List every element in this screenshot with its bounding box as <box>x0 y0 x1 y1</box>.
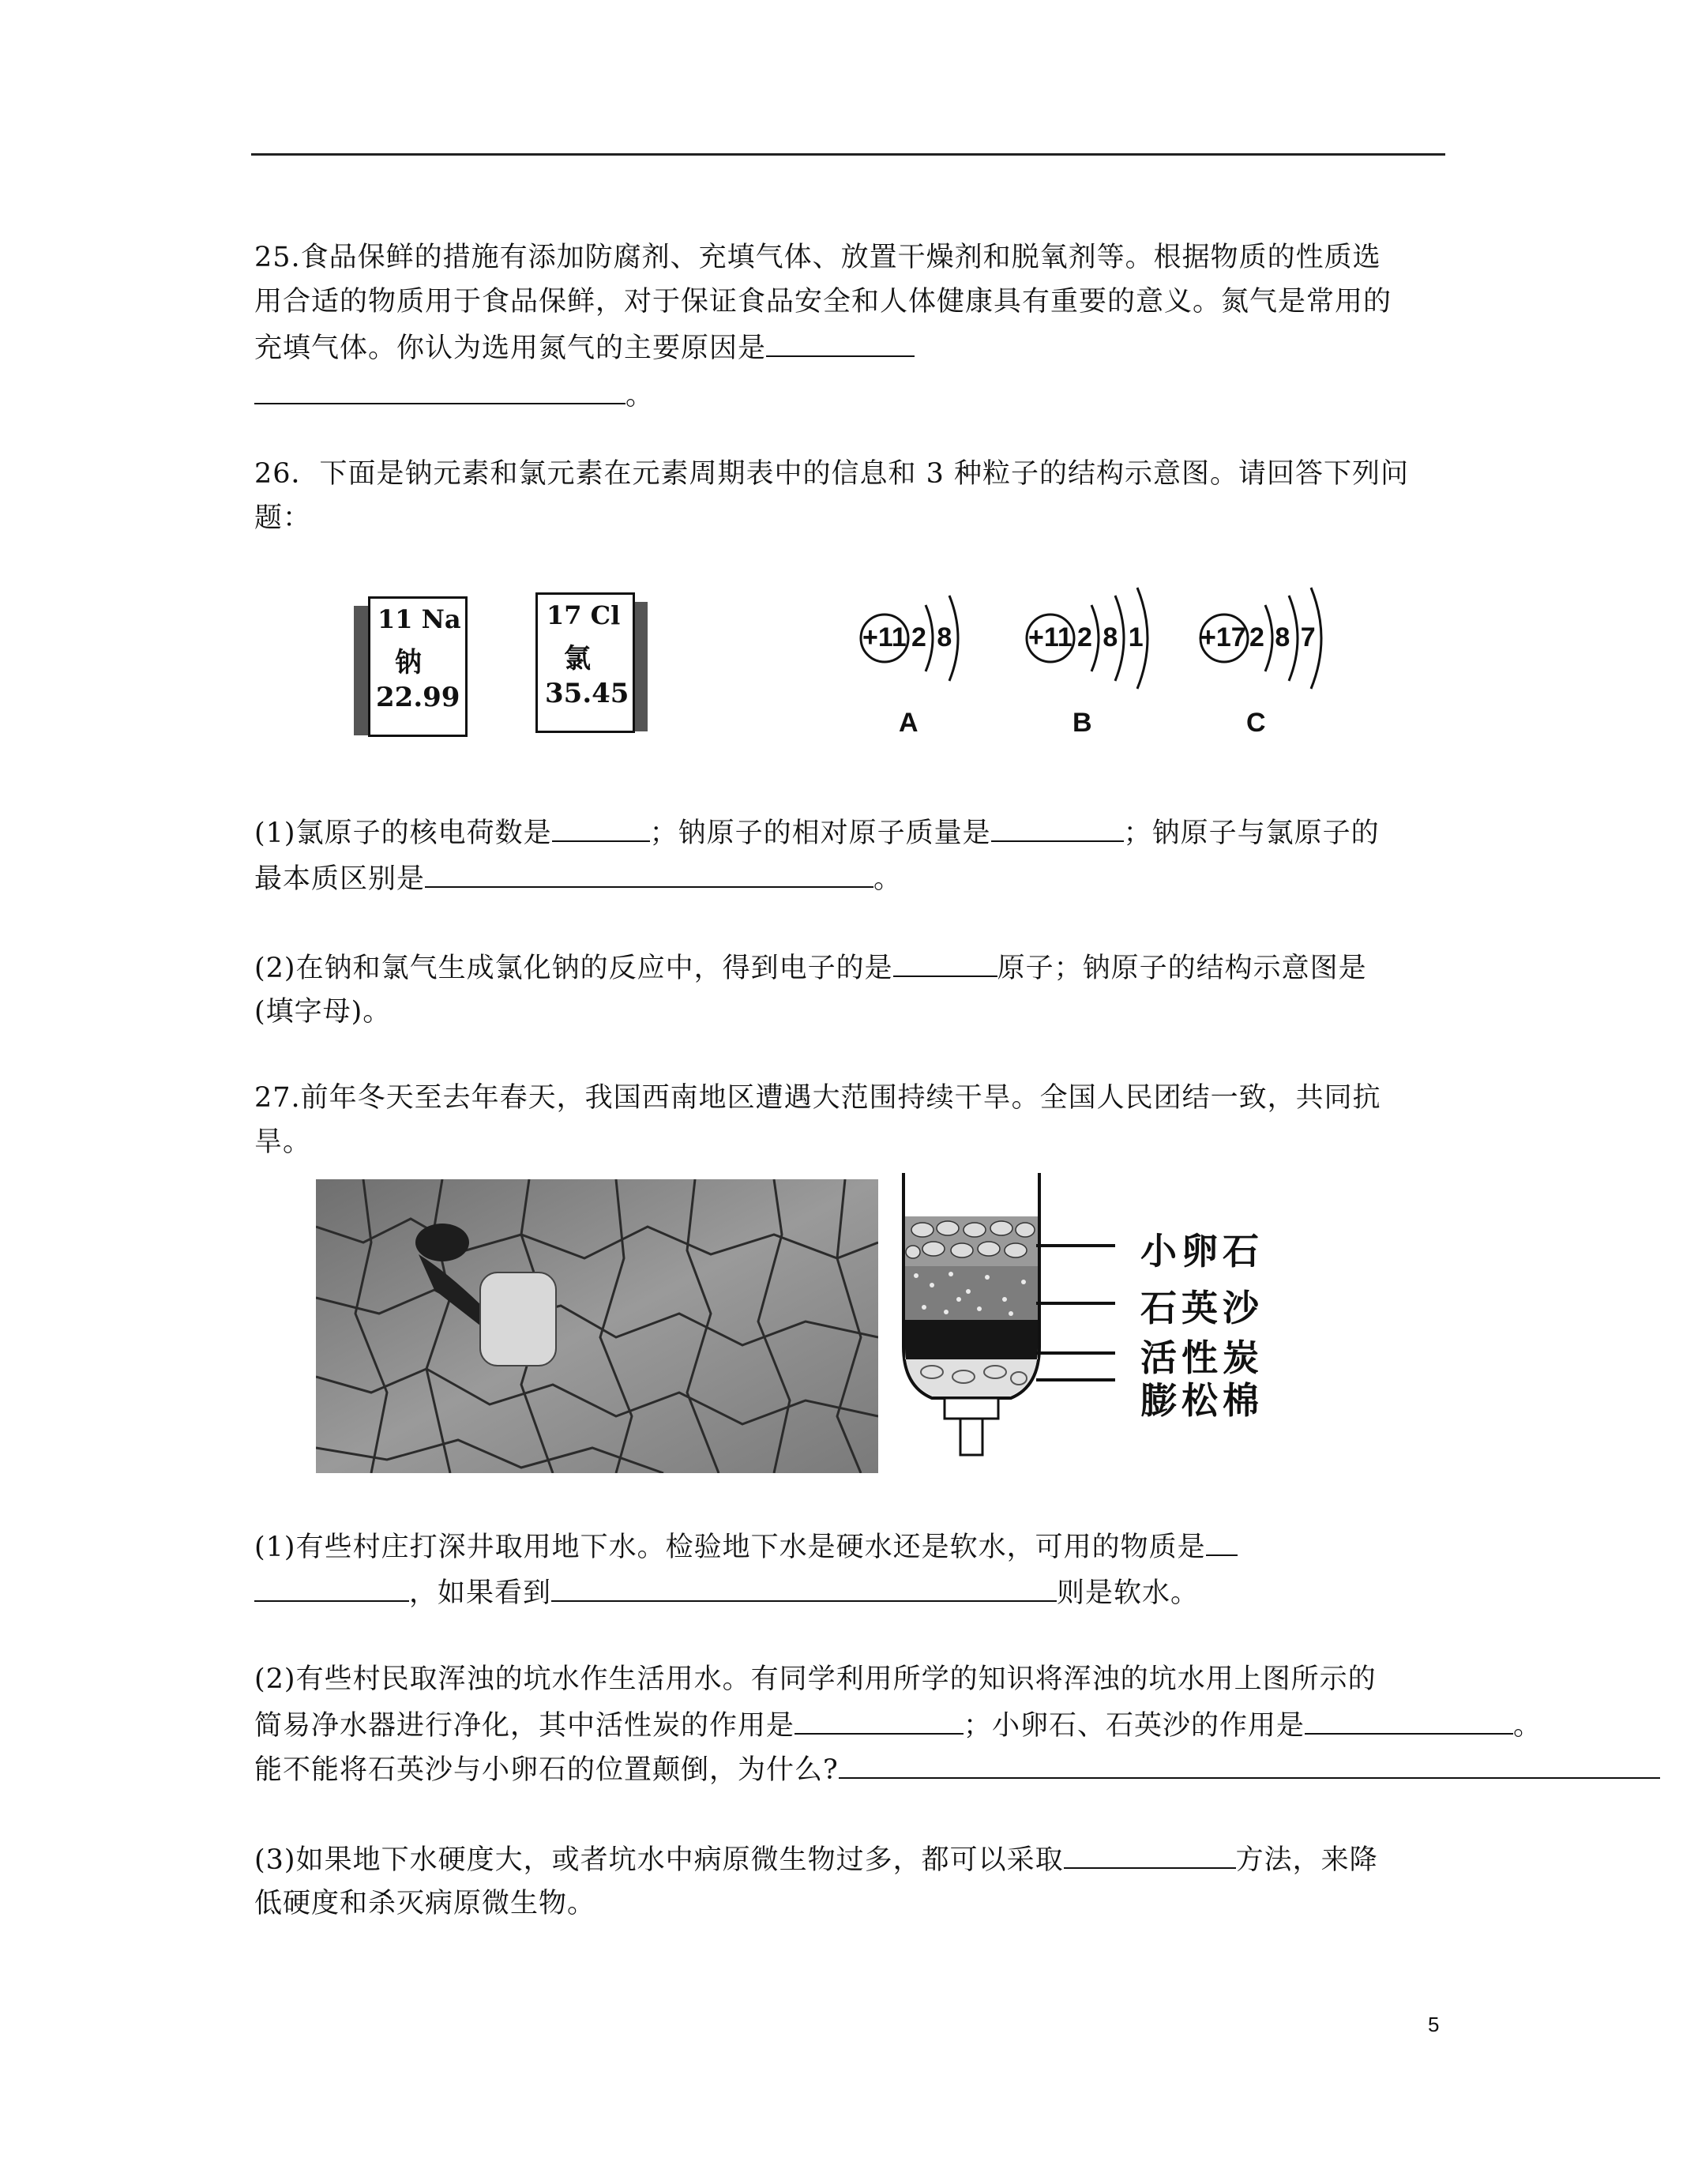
atom-c-nucleus: +17 <box>1200 622 1246 652</box>
q27-p3-line-1: (3)如果地下水硬度大，或者坑水中病原微生物过多，都可以采取 方法，来降 <box>254 1836 1378 1882</box>
answer-blank[interactable] <box>795 1701 964 1735</box>
q25-line-1: 25.食品保鲜的措施有添加防腐剂、充填气体、放置干燥剂和脱氧剂等。根据物质的性质选 <box>254 242 1381 273</box>
answer-blank[interactable] <box>254 1569 409 1602</box>
atom-c-electrons: 2 8 7 <box>1249 622 1316 652</box>
filter-label-cotton: 膨松棉 <box>1140 1379 1264 1422</box>
filter-label-quartz-sand: 石英沙 <box>1140 1287 1264 1329</box>
atom-b-nucleus: +11 <box>1028 622 1073 652</box>
page-number: 5 <box>1428 2013 1440 2036</box>
q25-line-3: 充填气体。你认为选用氮气的主要原因是 <box>254 324 915 370</box>
filter-label-pointers <box>1036 1173 1147 1410</box>
atom-c-label: C <box>1246 708 1266 738</box>
q27-p1-line-1: (1)有些村庄打深井取用地下水。检验地下水是硬水还是软水，可用的物质是 <box>254 1523 1238 1569</box>
answer-blank[interactable] <box>893 944 997 977</box>
answer-blank[interactable] <box>425 855 873 888</box>
q27-p2-line-1: (2)有些村民取浑浊的坑水作生活用水。有同学利用所学的知识将浑浊的坑水用上图所示的 <box>254 1663 1377 1695</box>
answer-blank[interactable] <box>1305 1701 1513 1735</box>
filter-label-activated-carbon: 活性炭 <box>1140 1336 1264 1379</box>
chlorine-number-symbol: 17 Cl <box>547 600 621 630</box>
answer-blank[interactable] <box>552 809 650 842</box>
answer-blank[interactable] <box>839 1746 1660 1779</box>
sodium-mass: 22.99 <box>376 682 460 713</box>
atom-b-label: B <box>1073 708 1092 738</box>
answer-blank[interactable] <box>991 809 1124 842</box>
q27-p1-line-2: ，如果看到 则是软水。 <box>254 1569 1199 1615</box>
q27-line-2: 旱。 <box>254 1126 312 1158</box>
atom-a-nucleus: +11 <box>862 622 907 652</box>
filter-label-pebbles: 小卵石 <box>1140 1230 1264 1272</box>
answer-blank[interactable] <box>1206 1523 1238 1556</box>
q25-line-4: 。 <box>254 371 654 418</box>
q26-p1-line-1: (1)氯原子的核电荷数是 ；钠原子的相对原子质量是 ；钠原子与氯原子的 <box>254 809 1380 855</box>
q27-p2-line-3: 能不能将石英沙与小卵石的位置颠倒，为什么? <box>254 1746 1660 1792</box>
sodium-number-symbol: 11 Na <box>378 604 461 634</box>
sodium-name: 钠 <box>395 647 422 679</box>
q27-p3-line-2: 低硬度和杀灭病原微生物。 <box>254 1888 596 1919</box>
sodium-periodic-tile <box>354 588 464 735</box>
chlorine-periodic-tile <box>535 585 646 731</box>
q26-p1-line-2: 最本质区别是 。 <box>254 855 902 901</box>
answer-blank[interactable] <box>766 324 915 357</box>
header-rule <box>251 153 1445 156</box>
atom-structure-diagrams <box>853 577 1343 750</box>
q27-line-1: 27.前年冬天至去年春天，我国西南地区遭遇大范围持续干旱。全国人民团结一致，共同抗 <box>254 1082 1381 1114</box>
answer-blank[interactable] <box>551 1569 1057 1602</box>
q26-line-2: 题： <box>254 502 312 534</box>
atom-a-label: A <box>899 708 918 738</box>
atom-a-electrons: 2 8 <box>911 622 952 652</box>
answer-blank[interactable] <box>254 371 625 404</box>
answer-blank[interactable] <box>1064 1836 1236 1869</box>
q26-p2-line-2: (填字母)。 <box>254 996 392 1028</box>
chlorine-mass: 35.45 <box>545 678 629 709</box>
atom-b-electrons: 2 8 1 <box>1077 622 1144 652</box>
q25-line-2: 用合适的物质用于食品保鲜，对于保证食品安全和人体健康具有重要的意义。氮气是常用的 <box>254 286 1392 318</box>
drought-photo <box>316 1179 878 1473</box>
q27-p2-line-2: 简易净水器进行净化，其中活性炭的作用是 ；小卵石、石英沙的作用是 。 <box>254 1701 1542 1748</box>
q26-line-1: 26．下面是钠元素和氯元素在元素周期表中的信息和 3 种粒子的结构示意图。请回答下列问 <box>254 458 1410 490</box>
q26-p2-line-1: (2)在钠和氯气生成氯化钠的反应中，得到电子的是 原子；钠原子的结构示意图是 <box>254 944 1367 991</box>
chlorine-name: 氯 <box>564 643 591 675</box>
water-filter-diagram <box>892 1173 1050 1473</box>
